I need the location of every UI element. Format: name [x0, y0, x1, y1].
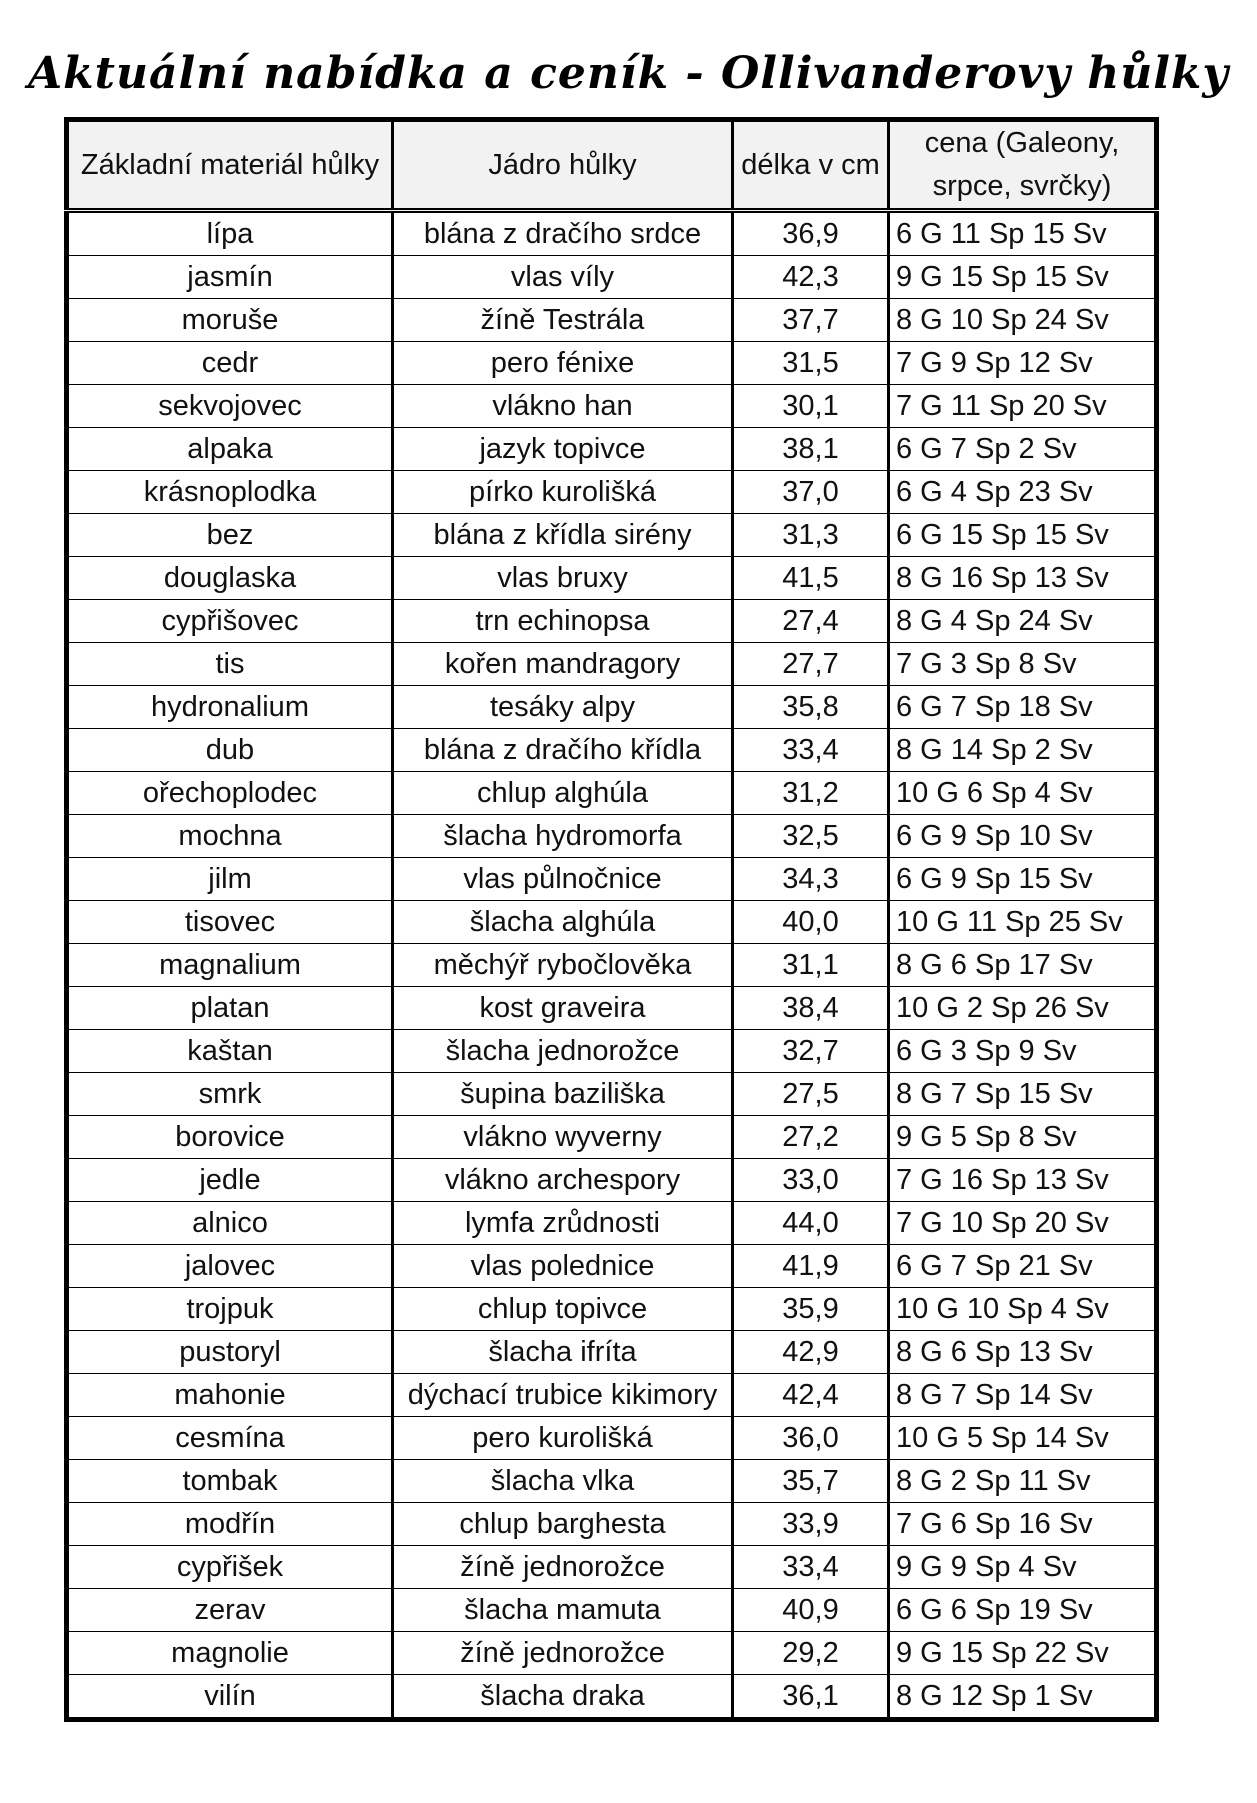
cell-core: vlas polednice	[393, 1245, 733, 1288]
table-row	[67, 1675, 1157, 1720]
cell-core: vlas bruxy	[393, 557, 733, 600]
cell-material: hydronalium	[67, 686, 393, 729]
header-material: Základní materiál hůlky	[67, 120, 393, 211]
cell-length: 35,8	[733, 686, 889, 729]
table-row	[67, 1116, 1157, 1159]
table-row	[67, 428, 1157, 471]
table-row	[67, 1030, 1157, 1073]
cell-price: 10 G 10 Sp 4 Sv	[889, 1288, 1157, 1331]
cell-material: sekvojovec	[67, 385, 393, 428]
cell-price: 6 G 6 Sp 19 Sv	[889, 1589, 1157, 1632]
cell-material: mahonie	[67, 1374, 393, 1417]
cell-length: 40,9	[733, 1589, 889, 1632]
cell-material: jilm	[67, 858, 393, 901]
cell-length: 27,7	[733, 643, 889, 686]
cell-material: magnolie	[67, 1632, 393, 1675]
table-row	[67, 772, 1157, 815]
cell-material: bez	[67, 514, 393, 557]
cell-material: modřín	[67, 1503, 393, 1546]
cell-length: 30,1	[733, 385, 889, 428]
cell-core: chlup barghesta	[393, 1503, 733, 1546]
cell-material: mochna	[67, 815, 393, 858]
cell-material: cesmína	[67, 1417, 393, 1460]
cell-length: 33,4	[733, 729, 889, 772]
header-length: délka v cm	[733, 120, 889, 211]
cell-length: 41,9	[733, 1245, 889, 1288]
table-row	[67, 342, 1157, 385]
cell-price: 6 G 11 Sp 15 Sv	[889, 211, 1157, 256]
cell-material: cypřišovec	[67, 600, 393, 643]
cell-core: dýchací trubice kikimory	[393, 1374, 733, 1417]
table-row	[67, 1417, 1157, 1460]
cell-price: 9 G 15 Sp 22 Sv	[889, 1632, 1157, 1675]
cell-core: chlup topivce	[393, 1288, 733, 1331]
cell-price: 8 G 12 Sp 1 Sv	[889, 1675, 1157, 1720]
cell-material: borovice	[67, 1116, 393, 1159]
cell-length: 32,7	[733, 1030, 889, 1073]
cell-core: tesáky alpy	[393, 686, 733, 729]
cell-price: 6 G 7 Sp 18 Sv	[889, 686, 1157, 729]
cell-material: dub	[67, 729, 393, 772]
cell-length: 38,1	[733, 428, 889, 471]
cell-material: alpaka	[67, 428, 393, 471]
table-row	[67, 1546, 1157, 1589]
cell-length: 29,2	[733, 1632, 889, 1675]
cell-length: 31,1	[733, 944, 889, 987]
cell-core: měchýř rybočlověka	[393, 944, 733, 987]
cell-price: 9 G 5 Sp 8 Sv	[889, 1116, 1157, 1159]
cell-material: jalovec	[67, 1245, 393, 1288]
cell-material: cypřišek	[67, 1546, 393, 1589]
cell-material: magnalium	[67, 944, 393, 987]
table-row	[67, 1331, 1157, 1374]
table-row	[67, 729, 1157, 772]
cell-material: tombak	[67, 1460, 393, 1503]
cell-core: vlas půlnočnice	[393, 858, 733, 901]
table-row	[67, 1374, 1157, 1417]
cell-core: šlacha mamuta	[393, 1589, 733, 1632]
cell-price: 10 G 5 Sp 14 Sv	[889, 1417, 1157, 1460]
table-row	[67, 1073, 1157, 1116]
cell-price: 6 G 4 Sp 23 Sv	[889, 471, 1157, 514]
cell-material: jedle	[67, 1159, 393, 1202]
cell-core: kost graveira	[393, 987, 733, 1030]
cell-core: vlákno wyverny	[393, 1116, 733, 1159]
cell-material: tis	[67, 643, 393, 686]
cell-length: 27,2	[733, 1116, 889, 1159]
cell-length: 36,1	[733, 1675, 889, 1720]
cell-price: 9 G 15 Sp 15 Sv	[889, 256, 1157, 299]
cell-core: blána z křídla sirény	[393, 514, 733, 557]
cell-material: krásnoplodka	[67, 471, 393, 514]
cell-core: šlacha alghúla	[393, 901, 733, 944]
cell-core: vlákno han	[393, 385, 733, 428]
cell-core: žíně Testrála	[393, 299, 733, 342]
table-row	[67, 1245, 1157, 1288]
cell-length: 35,9	[733, 1288, 889, 1331]
cell-core: pírko kurolišká	[393, 471, 733, 514]
table-body	[67, 211, 1157, 1720]
cell-core: vlákno archespory	[393, 1159, 733, 1202]
cell-length: 32,5	[733, 815, 889, 858]
header-core: Jádro hůlky	[393, 120, 733, 211]
table-row	[67, 1503, 1157, 1546]
cell-length: 27,4	[733, 600, 889, 643]
cell-core: žíně jednorožce	[393, 1546, 733, 1589]
cell-price: 7 G 6 Sp 16 Sv	[889, 1503, 1157, 1546]
cell-core: šlacha vlka	[393, 1460, 733, 1503]
cell-core: trn echinopsa	[393, 600, 733, 643]
cell-material: smrk	[67, 1073, 393, 1116]
table-row	[67, 1159, 1157, 1202]
cell-material: pustoryl	[67, 1331, 393, 1374]
table-row	[67, 987, 1157, 1030]
cell-material: vilín	[67, 1675, 393, 1720]
cell-length: 31,3	[733, 514, 889, 557]
cell-length: 38,4	[733, 987, 889, 1030]
cell-length: 34,3	[733, 858, 889, 901]
cell-core: šlacha hydromorfa	[393, 815, 733, 858]
cell-length: 31,5	[733, 342, 889, 385]
cell-length: 33,0	[733, 1159, 889, 1202]
cell-price: 8 G 10 Sp 24 Sv	[889, 299, 1157, 342]
table-row	[67, 643, 1157, 686]
table-row	[67, 514, 1157, 557]
cell-price: 10 G 6 Sp 4 Sv	[889, 772, 1157, 815]
table-row	[67, 858, 1157, 901]
cell-material: alnico	[67, 1202, 393, 1245]
table-row	[67, 1460, 1157, 1503]
cell-length: 42,4	[733, 1374, 889, 1417]
table-row	[67, 557, 1157, 600]
cell-core: lymfa zrůdnosti	[393, 1202, 733, 1245]
cell-price: 8 G 6 Sp 13 Sv	[889, 1331, 1157, 1374]
cell-material: cedr	[67, 342, 393, 385]
cell-length: 35,7	[733, 1460, 889, 1503]
cell-length: 42,9	[733, 1331, 889, 1374]
cell-core: šlacha ifríta	[393, 1331, 733, 1374]
table-row	[67, 1202, 1157, 1245]
cell-core: vlas víly	[393, 256, 733, 299]
cell-length: 31,2	[733, 772, 889, 815]
cell-core: žíně jednorožce	[393, 1632, 733, 1675]
table-row	[67, 471, 1157, 514]
cell-price: 6 G 3 Sp 9 Sv	[889, 1030, 1157, 1073]
table-row	[67, 211, 1157, 256]
cell-material: moruše	[67, 299, 393, 342]
cell-length: 36,0	[733, 1417, 889, 1460]
cell-core: jazyk topivce	[393, 428, 733, 471]
cell-length: 27,5	[733, 1073, 889, 1116]
cell-price: 8 G 16 Sp 13 Sv	[889, 557, 1157, 600]
cell-material: ořechoplodec	[67, 772, 393, 815]
cell-length: 36,9	[733, 211, 889, 256]
cell-price: 7 G 9 Sp 12 Sv	[889, 342, 1157, 385]
cell-length: 33,4	[733, 1546, 889, 1589]
cell-price: 10 G 11 Sp 25 Sv	[889, 901, 1157, 944]
cell-price: 7 G 3 Sp 8 Sv	[889, 643, 1157, 686]
table-row	[67, 1632, 1157, 1675]
cell-core: kořen mandragory	[393, 643, 733, 686]
cell-core: blána z dračího srdce	[393, 211, 733, 256]
table-row	[67, 600, 1157, 643]
cell-material: platan	[67, 987, 393, 1030]
cell-core: blána z dračího křídla	[393, 729, 733, 772]
header-price: cena (Galeony, srpce, svrčky)	[889, 120, 1157, 211]
cell-length: 40,0	[733, 901, 889, 944]
cell-price: 8 G 7 Sp 15 Sv	[889, 1073, 1157, 1116]
cell-price: 7 G 16 Sp 13 Sv	[889, 1159, 1157, 1202]
cell-core: šlacha jednorožce	[393, 1030, 733, 1073]
cell-price: 6 G 9 Sp 10 Sv	[889, 815, 1157, 858]
table-row	[67, 901, 1157, 944]
cell-price: 8 G 7 Sp 14 Sv	[889, 1374, 1157, 1417]
cell-price: 8 G 14 Sp 2 Sv	[889, 729, 1157, 772]
cell-price: 6 G 15 Sp 15 Sv	[889, 514, 1157, 557]
cell-price: 6 G 9 Sp 15 Sv	[889, 858, 1157, 901]
cell-price: 10 G 2 Sp 26 Sv	[889, 987, 1157, 1030]
cell-length: 33,9	[733, 1503, 889, 1546]
cell-length: 41,5	[733, 557, 889, 600]
cell-price: 8 G 4 Sp 24 Sv	[889, 600, 1157, 643]
table-header	[67, 120, 1157, 211]
cell-length: 37,7	[733, 299, 889, 342]
cell-material: jasmín	[67, 256, 393, 299]
cell-price: 7 G 10 Sp 20 Sv	[889, 1202, 1157, 1245]
page-title: Aktuální nabídka a ceník - Ollivanderovy hůlky	[28, 48, 1229, 99]
table-row	[67, 1288, 1157, 1331]
cell-length: 42,3	[733, 256, 889, 299]
cell-core: šlacha draka	[393, 1675, 733, 1720]
cell-material: kaštan	[67, 1030, 393, 1073]
cell-core: šupina baziliška	[393, 1073, 733, 1116]
cell-price: 7 G 11 Sp 20 Sv	[889, 385, 1157, 428]
cell-price: 8 G 2 Sp 11 Sv	[889, 1460, 1157, 1503]
cell-price: 9 G 9 Sp 4 Sv	[889, 1546, 1157, 1589]
cell-material: trojpuk	[67, 1288, 393, 1331]
table-row	[67, 1589, 1157, 1632]
cell-material: tisovec	[67, 901, 393, 944]
cell-core: chlup alghúla	[393, 772, 733, 815]
price-table	[64, 117, 1159, 1722]
cell-length: 37,0	[733, 471, 889, 514]
cell-material: lípa	[67, 211, 393, 256]
cell-price: 6 G 7 Sp 2 Sv	[889, 428, 1157, 471]
cell-length: 44,0	[733, 1202, 889, 1245]
table-row	[67, 256, 1157, 299]
cell-price: 6 G 7 Sp 21 Sv	[889, 1245, 1157, 1288]
table-row	[67, 686, 1157, 729]
table-row	[67, 815, 1157, 858]
cell-material: zerav	[67, 1589, 393, 1632]
table-row	[67, 944, 1157, 987]
cell-core: pero fénixe	[393, 342, 733, 385]
cell-material: douglaska	[67, 557, 393, 600]
table-row	[67, 299, 1157, 342]
cell-price: 8 G 6 Sp 17 Sv	[889, 944, 1157, 987]
cell-core: pero kurolišká	[393, 1417, 733, 1460]
table-row	[67, 385, 1157, 428]
header-row	[67, 120, 1157, 211]
